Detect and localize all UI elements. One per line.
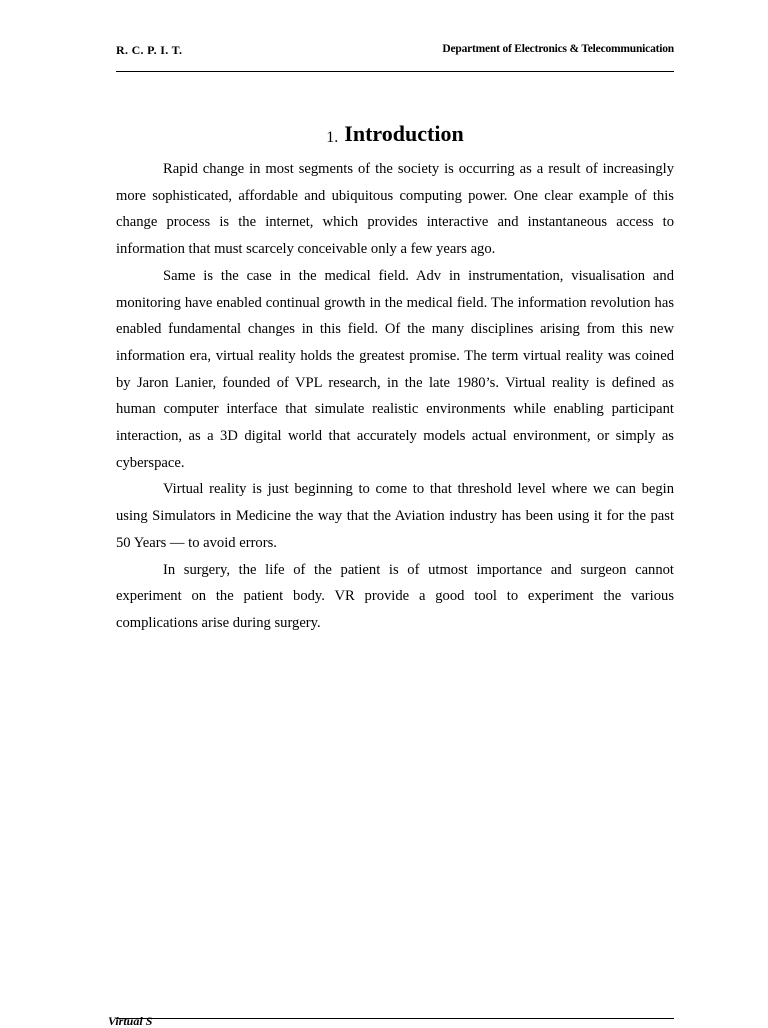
page-footer-text: Virtual S bbox=[108, 1014, 153, 1028]
institution-name: R. C. P. I. T. bbox=[116, 43, 183, 57]
header-divider bbox=[116, 71, 674, 72]
section-number: 1. bbox=[326, 129, 339, 146]
paragraph-3: Virtual reality is just beginning to come to that threshold level where we can begin using Simulators in Medicine the way that the Aviation industry has been using it for the past 50 Years — to avoid errors. bbox=[116, 481, 674, 551]
paragraph-1: Rapid change in most segments of the society is occurring as a result of increasingly more sophisticated, affordable and ubiquitous computing power. One clear example of this change process is the internet, which provides interactive and instantaneous access to information that must scarcely conceivable only a few years ago. bbox=[116, 161, 674, 258]
department-name: Department of Electronics & Telecommunication bbox=[442, 43, 674, 55]
section-heading bbox=[116, 118, 674, 153]
section-title: Introduction bbox=[344, 121, 464, 146]
paragraph-2: Same is the case in the medical field. Adv in instrumentation, visualisation and monitoring have enabled continual growth in the medical field. The information revolution has enabled fundamental changes in this field. Of the many disciplines arising from this new information era, virtual reality holds the greatest promise. The term virtual reality was coined by Jaron Lanier, founded of VPL research, in the late 1980’s. Virtual reality is defined as human computer interface that simulate realistic environments while enabling participant interaction, as a 3D digital world that accurately models actual environment, or simply as cyberspace. bbox=[116, 267, 674, 471]
body-text bbox=[116, 156, 674, 637]
footer-divider bbox=[116, 1018, 674, 1019]
page-header bbox=[116, 43, 674, 63]
paragraph-4: In surgery, the life of the patient is of utmost importance and surgeon cannot experiment on the patient body. VR provide a good tool to experiment the various complications arise during surgery. bbox=[116, 561, 674, 631]
